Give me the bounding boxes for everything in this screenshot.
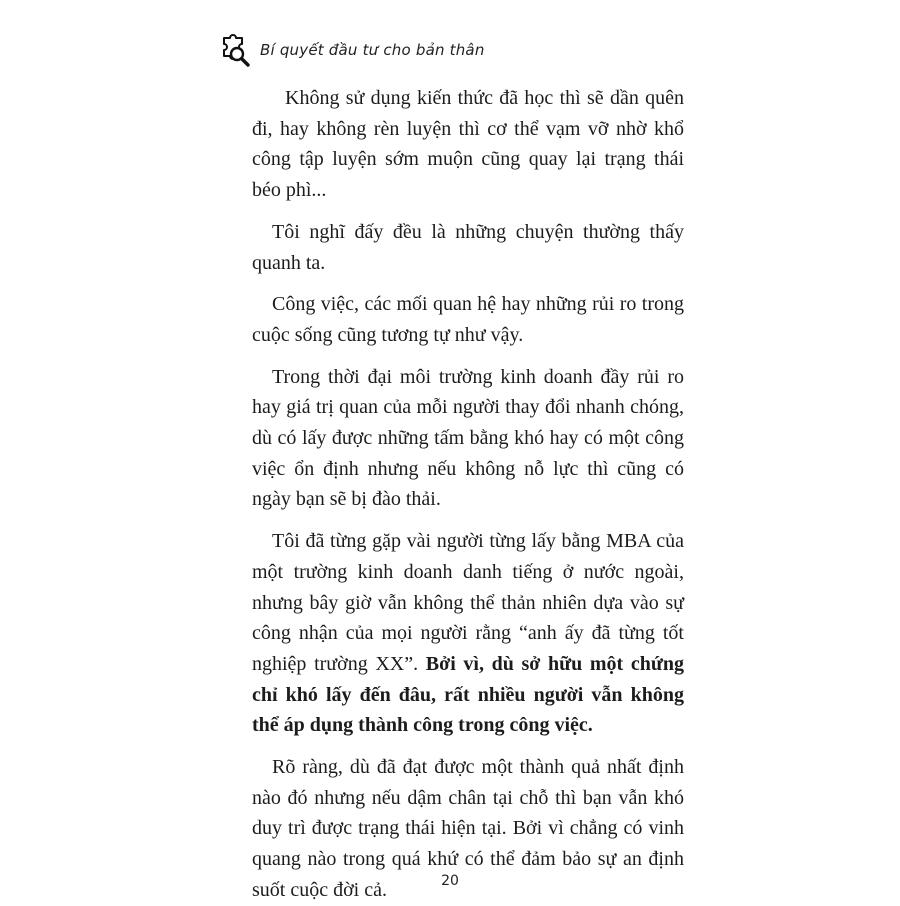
paragraph-5: [252, 526, 684, 741]
paragraph-1: Không sử dụng kiến thức đã học thì sẽ dần quên đi, hay không rèn luyện thì cơ thể vạm vỡ nhờ khổ công tập luyện sớm muộn cũng quay lại trạng thái béo phì...: [252, 87, 684, 202]
paragraph-5-text: Tôi đã từng gặp vài người từng lấy bằng MBA của một trường kinh doanh danh tiếng ở nước ngoài, nhưng bây giờ vẫn không thể thản nhiên dựa vào sự công nhận của mọi người rằng “anh ấy đã từng tốt nghiệp trường XX”.: [252, 530, 684, 675]
magnifier-puzzle-icon: [220, 30, 252, 70]
header-title: Bí quyết đầu tư cho bản thân: [260, 41, 485, 59]
paragraph-3: Công việc, các mối quan hệ hay những rủi ro trong cuộc sống cũng tương tự như vậy.: [252, 293, 684, 346]
paragraph-2: Tôi nghĩ đấy đều là những chuyện thường thấy quanh ta.: [252, 220, 684, 274]
paragraph-5-bold-text: Bởi vì, dù sở hữu một chứng chỉ khó lấy đến đâu, rất nhiều người vẫn không thể áp dụng thành công trong công việc.: [252, 652, 684, 737]
page-number: 20: [441, 873, 459, 889]
paragraph-6: Rõ ràng, dù đã đạt được một thành quả nhất định nào đó nhưng nếu dậm chân tại chỗ thì bạn vẫn khó duy trì được trạng thái hiện tại. Bởi vì chẳng có vinh quang nào trong quá khứ có thể đảm bảo sự an định suốt cuộc đời cả.: [252, 756, 684, 901]
page-body: [252, 83, 684, 906]
running-header: [220, 30, 485, 70]
paragraph-4: Trong thời đại môi trường kinh doanh đầy rủi ro hay giá trị quan của mỗi người thay đổi nhanh chóng, dù có lấy được những tấm bằng khó hay có một công việc ổn định nhưng nếu không nỗ lực thì cũng có ngày bạn sẽ bị đào thải.: [252, 365, 684, 511]
